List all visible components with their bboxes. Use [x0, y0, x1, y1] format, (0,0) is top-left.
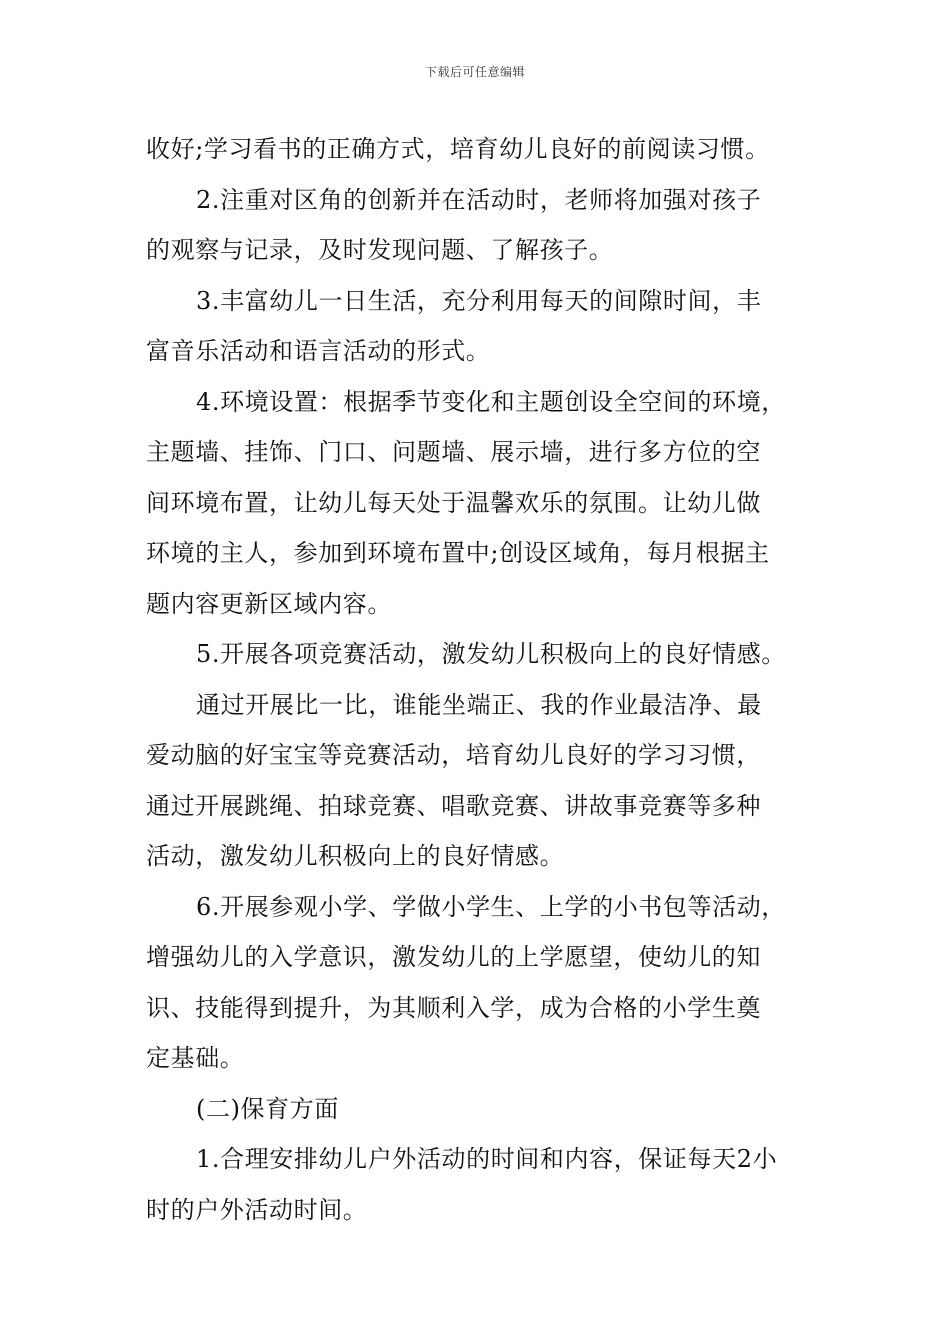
body-text: [146, 124, 816, 1235]
text-line: 题内容更新区域内容。: [146, 589, 392, 618]
section-heading: (二)保育方面: [196, 1094, 339, 1123]
text-line: 活动，激发幼儿积极向上的良好情感。: [146, 842, 565, 870]
text-line: 定基础。: [146, 1044, 245, 1072]
text-line: 2.注重对区角的创新并在活动时，老师将加强对孩子: [196, 185, 762, 214]
text-line: 主题墙、挂饰、门口、问题墙、展示墙，进行多方位的空: [146, 438, 761, 466]
text-line: 收好;学习看书的正确方式，培育幼儿良好的前阅读习惯。: [146, 135, 770, 163]
text-line: 间环境布置，让幼儿每天处于温馨欢乐的氛围。让幼儿做: [146, 488, 761, 517]
text-line: 的观察与记录，及时发现问题、了解孩子。: [146, 236, 614, 264]
text-line: 6.开展参观小学、学做小学生、上学的小书包等活动，: [196, 892, 786, 921]
text-line: 1.合理安排幼儿户外活动的时间和内容，保证每天2小: [196, 1145, 778, 1173]
text-line: 通过开展比一比，谁能坐端正、我的作业最洁净、最: [196, 690, 762, 719]
text-line: 环境的主人，参加到环境布置中;创设区域角，每月根据主: [146, 539, 770, 567]
text-line: 通过开展跳绳、拍球竞赛、唱歌竞赛、讲故事竞赛等多种: [146, 791, 761, 820]
page-header-note: 下载后可任意编辑: [424, 65, 525, 79]
text-line: 5.开展各项竞赛活动，激发幼儿积极向上的良好情感。: [196, 640, 786, 668]
text-line: 增强幼儿的入学意识，激发幼儿的上学愿望，使幼儿的知: [146, 943, 761, 971]
text-line: 时的户外活动时间。: [146, 1195, 368, 1224]
text-line: 爱动脑的好宝宝等竞赛活动，培育幼儿良好的学习习惯，: [146, 741, 761, 769]
text-line: 识、技能得到提升，为其顺利入学，成为合格的小学生奠: [146, 993, 761, 1022]
text-line: 富音乐活动和语言活动的形式。: [146, 337, 491, 365]
text-line: 3.丰富幼儿一日生活，充分利用每天的间隙时间，丰: [196, 286, 762, 315]
text-line: 4.环境设置：根据季节变化和主题创设全空间的环境，: [196, 387, 786, 416]
